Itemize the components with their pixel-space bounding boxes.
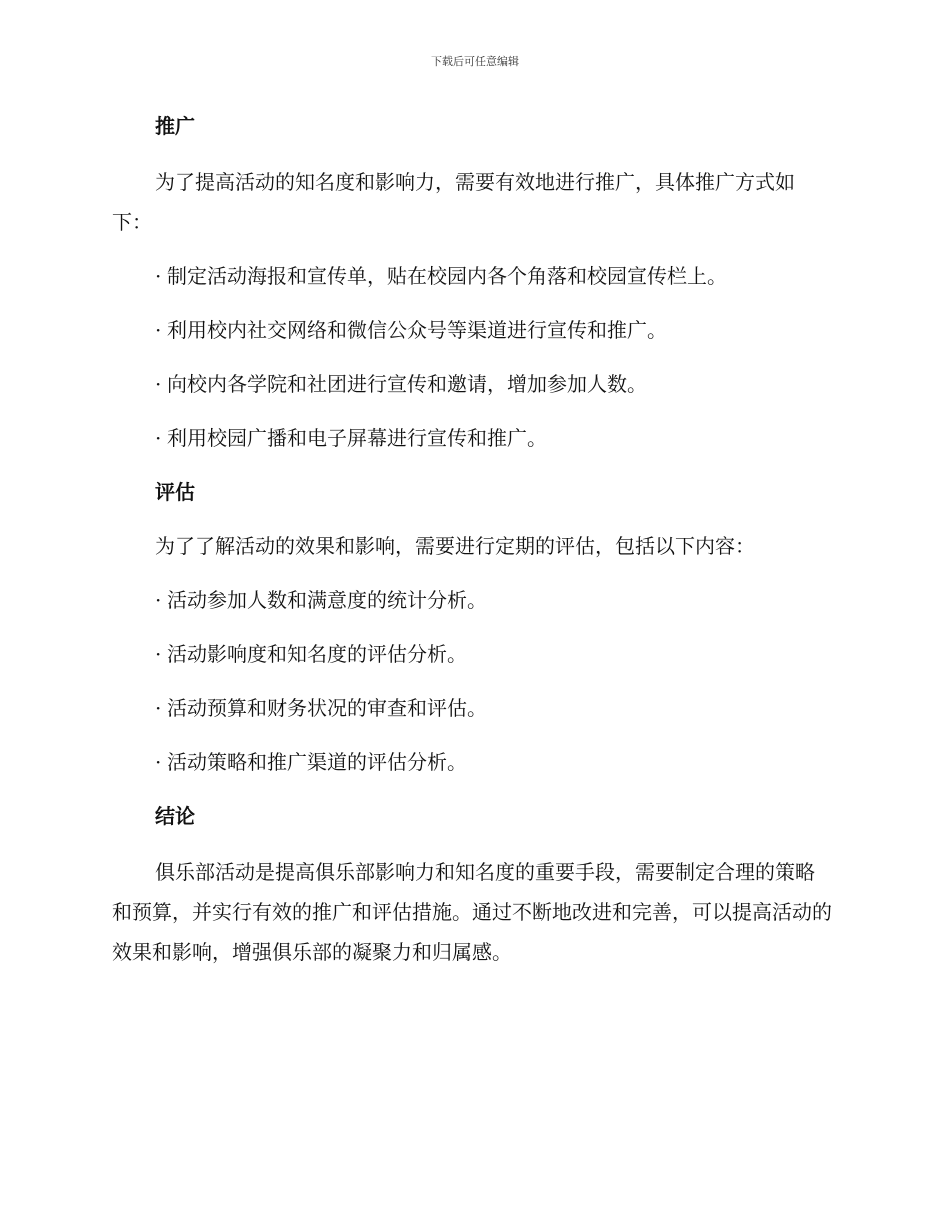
document-body [112, 108, 832, 988]
page-header: 下载后可任意编辑 [431, 55, 519, 68]
evaluation-bullet-item [112, 690, 832, 726]
bullet-icon: · [155, 372, 162, 396]
bullet-icon: · [155, 588, 162, 612]
bullet-text: 制定活动海报和宣传单，贴在校园内各个角落和校园宣传栏上。 [167, 264, 727, 288]
bullet-text: 活动策略和推广渠道的评估分析。 [167, 750, 467, 774]
promotion-intro: 为了提高活动的知名度和影响力，需要有效地进行推广，具体推广方式如下： [112, 170, 795, 234]
bullet-text: 利用校园广播和电子屏幕进行宣传和推广。 [167, 426, 547, 450]
section-heading-promotion: 推广 [155, 114, 195, 138]
promotion-bullet-item [112, 312, 832, 348]
bullet-text: 活动预算和财务状况的审查和评估。 [167, 696, 487, 720]
bullet-icon: · [155, 264, 162, 288]
evaluation-bullet-item [112, 636, 832, 672]
section-heading-conclusion: 结论 [155, 804, 195, 828]
evaluation-bullet-item [112, 744, 832, 780]
section-heading-evaluation: 评估 [155, 480, 195, 504]
promotion-bullet-item [112, 420, 832, 456]
evaluation-intro: 为了了解活动的效果和影响，需要进行定期的评估，包括以下内容： [155, 534, 755, 558]
bullet-icon: · [155, 750, 162, 774]
bullet-text: 活动参加人数和满意度的统计分析。 [167, 588, 487, 612]
bullet-text: 利用校内社交网络和微信公众号等渠道进行宣传和推广。 [167, 318, 667, 342]
bullet-icon: · [155, 426, 162, 450]
bullet-icon: · [155, 318, 162, 342]
bullet-icon: · [155, 696, 162, 720]
bullet-text: 向校内各学院和社团进行宣传和邀请，增加参加人数。 [167, 372, 647, 396]
bullet-text: 活动影响度和知名度的评估分析。 [167, 642, 467, 666]
evaluation-bullet-item [112, 582, 832, 618]
promotion-bullet-item [112, 258, 832, 294]
promotion-bullet-item [112, 366, 832, 402]
bullet-icon: · [155, 642, 162, 666]
conclusion-body: 俱乐部活动是提高俱乐部影响力和知名度的重要手段，需要制定合理的策略和预算，并实行有效的推广和评估措施。通过不断地改进和完善，可以提高活动的效果和影响，增强俱乐部的凝聚力和归属感。 [112, 860, 832, 964]
